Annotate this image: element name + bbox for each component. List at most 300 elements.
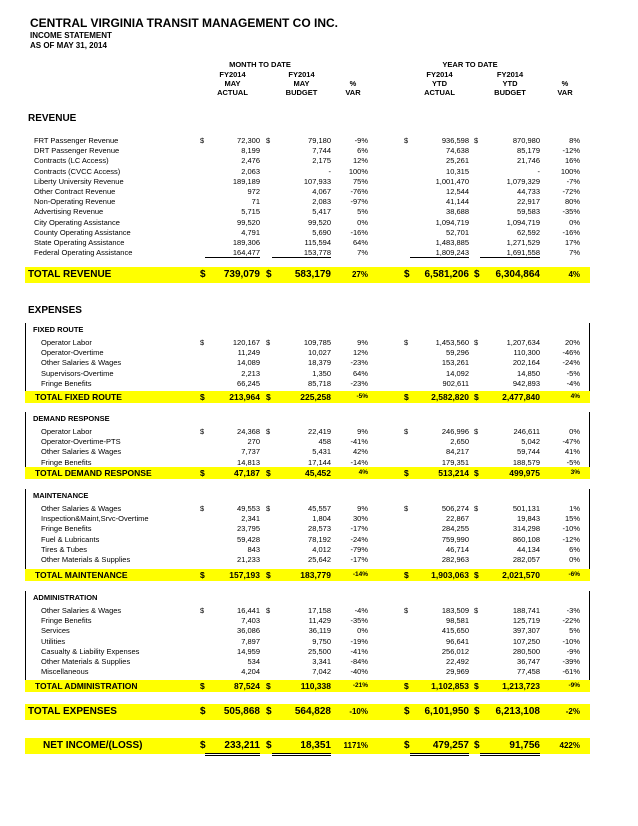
percent-cell: -3% [566,606,580,615]
value-cell: 46,714 [446,544,469,554]
value-cell: 4,067 [312,187,331,196]
value-cell: 2,650 [450,437,469,447]
table-row [0,447,638,457]
report-date: AS OF MAY 31, 2014 [30,41,107,50]
value-cell: 280,500 [512,646,540,656]
column-header-line: FY2014 [496,70,524,79]
table-row [0,379,638,389]
table-row [0,369,638,379]
row-label: Fringe Benefits [41,457,92,467]
table-row [0,238,638,248]
value-cell: 25,261 [446,156,469,166]
percent-cell: -41% [350,646,368,656]
percent-cell: -23% [350,378,368,388]
percent-cell: 12% [352,348,368,358]
value-cell: 99,520 [237,217,260,227]
column-header-line: YTD [502,79,518,88]
percent-cell: -35% [350,616,368,626]
value-cell: 6,581,206 [424,269,469,280]
value-cell: - [328,166,331,176]
percent-cell: -72% [562,187,580,196]
currency-symbol: $ [404,392,409,402]
row-label: Inspection&Maint,Srvc-Overtime [41,514,149,524]
value-cell: 36,119 [308,626,331,636]
value-cell: 41,144 [446,197,469,207]
percent-cell: 64% [352,368,368,378]
column-header-line: ACTUAL [217,88,248,97]
value-cell: 84,217 [446,447,469,457]
percent-cell: -10% [349,707,368,716]
column-header-line [338,70,368,79]
value-cell: 62,592 [517,227,540,237]
percent-cell: 41% [564,447,580,457]
value-cell: 17,144 [308,457,331,467]
row-label: Other Salaries & Wages [41,358,122,368]
value-cell: 870,980 [512,136,540,145]
table-row [0,667,638,677]
table-row [0,207,638,217]
column-header-line: FY2014 [288,70,315,79]
net-income-row [25,738,590,754]
row-label: Other Contract Revenue [34,187,116,196]
column-header-line [550,70,580,79]
value-cell: 17,158 [308,606,331,615]
section-total-row [25,391,590,403]
value-cell: 164,477 [232,248,260,258]
total-label: TOTAL MAINTENANCE [35,570,128,580]
table-row [0,177,638,187]
table-row [0,626,638,636]
table-row [0,197,638,207]
percent-cell: -16% [350,227,368,237]
value-cell: 397,307 [512,626,540,636]
percent-cell: -10% [562,636,580,646]
section-subtitle: DEMAND RESPONSE [33,414,110,423]
section-title-expenses: EXPENSES [28,305,82,316]
currency-symbol: $ [200,427,205,436]
table-row [0,535,638,545]
row-label: Fringe Benefits [41,378,92,388]
value-cell: 7,403 [241,616,260,626]
value-cell: 52,701 [446,227,469,237]
value-cell: 284,255 [441,524,469,534]
row-label: Operator Labor [41,427,92,436]
percent-cell: 16% [564,156,580,166]
value-cell: 564,828 [294,706,331,717]
column-header-line: VAR [557,88,573,97]
value-cell: 2,175 [312,156,331,166]
percent-cell: 5% [569,626,580,636]
table-row [0,218,638,228]
percent-cell: 42% [352,447,368,457]
percent-cell: 4% [358,469,368,476]
value-cell: 179,351 [441,457,469,467]
row-label: State Operating Assistance [34,238,125,247]
row-label: FRT Passenger Revenue [34,136,119,145]
total-label: TOTAL ADMINISTRATION [35,681,138,691]
row-label: Operator-Overtime [41,348,104,358]
value-cell: 1,809,243 [435,248,469,258]
value-cell: 6,101,950 [424,706,469,717]
value-cell: 96,641 [446,636,469,646]
currency-symbol: $ [474,392,479,402]
column-header-line: BUDGET [285,88,318,97]
value-cell: 85,718 [308,378,331,388]
currency-symbol: $ [474,740,480,751]
currency-symbol: $ [404,504,409,513]
value-cell: 246,611 [513,427,540,436]
value-cell: 225,258 [300,392,331,402]
percent-cell: 9% [357,427,368,436]
percent-cell: 0% [569,427,580,436]
value-cell: 22,419 [308,427,331,436]
value-cell: 1,483,885 [435,238,469,247]
row-label: Tires & Tubes [41,544,87,554]
value-cell: 183,509 [441,606,469,615]
value-cell: 107,933 [303,176,331,186]
percent-cell: -12% [562,146,580,156]
row-label: Contracts (CVCC Access) [34,166,121,176]
value-cell: 25,642 [308,555,331,564]
value-cell: 77,458 [517,667,540,677]
value-cell: 44,733 [517,187,540,196]
value-cell: 66,245 [237,378,260,388]
value-cell: 4,012 [312,544,331,554]
value-cell: 18,351 [300,740,331,751]
row-label: Non-Operating Revenue [34,197,116,207]
currency-symbol: $ [474,570,479,580]
percent-cell: -21% [352,682,368,689]
percent-cell: -2% [565,707,580,716]
column-header-line: BUDGET [494,88,526,97]
percent-cell: 3% [570,469,580,476]
currency-symbol: $ [404,740,410,751]
column-header-line: MAY [224,79,241,88]
table-row [0,514,638,524]
value-cell: 189,306 [232,238,260,247]
value-cell: 1,804 [312,514,331,524]
currency-symbol: $ [404,136,409,145]
currency-symbol: $ [474,269,480,280]
value-cell: 5,690 [312,227,331,237]
column-header [550,70,580,97]
value-cell: 14,092 [446,368,469,378]
underline-rule [480,753,540,754]
percent-cell: 0% [357,626,368,636]
row-label: Supervisors-Overtime [41,368,114,378]
value-cell: 28,573 [308,524,331,534]
currency-symbol: $ [474,706,480,717]
currency-symbol: $ [200,269,206,280]
value-cell: 71 [251,197,260,207]
currency-symbol: $ [266,681,271,691]
percent-cell: -6% [568,571,580,578]
underline-rule [410,753,469,754]
value-cell: 256,012 [441,646,469,656]
percent-cell: 7% [357,248,368,258]
underline-rule [272,755,331,756]
total-label: NET INCOME/(LOSS) [43,740,143,751]
percent-cell: -16% [562,227,580,237]
value-cell: - [537,166,540,176]
value-cell: 72,300 [237,136,260,145]
currency-symbol: $ [474,338,479,347]
value-cell: 183,779 [300,570,331,580]
percent-cell: -10% [562,524,580,534]
value-cell: 202,164 [512,358,540,368]
value-cell: 11,429 [308,616,331,626]
value-cell: 59,428 [237,534,260,544]
currency-symbol: $ [266,392,271,402]
value-cell: 153,778 [303,248,331,258]
company-title: CENTRAL VIRGINIA TRANSIT MANAGEMENT CO INC. [30,16,338,30]
value-cell: 1,207,634 [506,338,540,347]
percent-cell: 4% [568,270,580,279]
currency-symbol: $ [266,427,271,436]
total-label: TOTAL EXPENSES [28,706,117,717]
column-header-line: % [561,79,569,88]
value-cell: 22,492 [446,657,469,666]
value-cell: 120,167 [232,338,260,347]
percent-cell: -47% [562,437,580,447]
underline-rule [410,755,469,756]
value-cell: 85,179 [517,146,540,156]
column-header-line: VAR [345,88,361,97]
value-cell: 91,756 [509,740,540,751]
value-cell: 1,094,719 [506,217,540,227]
currency-symbol: $ [266,338,271,347]
percent-cell: 6% [357,146,368,156]
value-cell: 24,368 [237,427,260,436]
currency-symbol: $ [200,681,205,691]
percent-cell: -97% [350,197,368,207]
value-cell: 505,868 [223,706,260,717]
percent-cell: -9% [354,136,368,145]
value-cell: 972 [247,187,260,196]
percent-cell: 5% [357,207,368,217]
value-cell: 110,338 [300,681,331,691]
value-cell: 22,867 [446,514,469,524]
underline-rule [272,753,331,754]
value-cell: 23,795 [237,524,260,534]
value-cell: 29,969 [446,667,469,677]
percent-cell: -5% [356,393,368,400]
row-label: Contracts (LC Access) [34,156,109,166]
currency-symbol: $ [200,606,205,615]
percent-cell: -14% [352,571,368,578]
currency-symbol: $ [404,706,410,717]
percent-cell: -19% [350,636,368,646]
column-header [480,70,540,97]
total-label: TOTAL REVENUE [28,269,112,280]
value-cell: 10,027 [308,348,331,358]
underline-rule [480,257,540,258]
value-cell: 2,476 [241,156,260,166]
currency-symbol: $ [474,504,479,513]
table-row [0,427,638,437]
currency-symbol: $ [404,427,409,436]
value-cell: 4,204 [241,667,260,677]
value-cell: 45,452 [305,468,331,478]
value-cell: 1,001,470 [435,176,469,186]
column-header [338,70,368,97]
table-row [0,358,638,368]
section-subtitle: ADMINISTRATION [33,593,98,602]
value-cell: 74,638 [446,146,469,156]
value-cell: 246,996 [441,427,469,436]
value-cell: 415,650 [441,626,469,636]
currency-symbol: $ [200,392,205,402]
value-cell: 11,249 [237,348,260,358]
percent-cell: 20% [564,338,580,347]
value-cell: 1,094,719 [435,217,469,227]
column-header-line: YTD [432,79,447,88]
value-cell: 21,233 [237,555,260,564]
value-cell: 479,257 [432,740,469,751]
underline-rule [205,257,260,258]
group-header-mtd: MONTH TO DATE [229,60,291,69]
currency-symbol: $ [404,338,409,347]
value-cell: 188,579 [512,457,540,467]
row-label: Other Salaries & Wages [41,504,122,513]
currency-symbol: $ [266,136,271,145]
table-row [0,555,638,565]
percent-cell: -9% [568,682,580,689]
value-cell: 942,893 [512,378,540,388]
percent-cell: -40% [350,667,368,677]
percent-cell: -5% [566,457,580,467]
value-cell: 534 [247,657,260,666]
value-cell: 14,850 [517,368,540,378]
value-cell: 153,261 [441,358,469,368]
percent-cell: -46% [562,348,580,358]
value-cell: 44,134 [517,544,540,554]
percent-cell: 80% [564,197,580,207]
total-label: TOTAL DEMAND RESPONSE [35,468,152,478]
value-cell: 7,897 [241,636,260,646]
total-expenses-row [25,704,590,720]
value-cell: 10,315 [446,166,469,176]
currency-symbol: $ [474,136,479,145]
value-cell: 157,193 [229,570,260,580]
value-cell: 189,189 [232,176,260,186]
row-label: Federal Operating Assistance [34,248,133,258]
total-revenue-row [25,267,590,283]
currency-symbol: $ [474,681,479,691]
percent-cell: -61% [562,667,580,677]
total-label: TOTAL FIXED ROUTE [35,392,122,402]
value-cell: 115,594 [304,238,331,247]
value-cell: 59,583 [517,207,540,217]
value-cell: 902,611 [442,378,469,388]
column-header-line: ACTUAL [424,88,455,97]
value-cell: 1,213,723 [502,681,540,691]
value-cell: 2,083 [312,197,331,207]
percent-cell: 6% [569,544,580,554]
value-cell: 7,737 [241,447,260,457]
value-cell: 458 [318,437,331,447]
percent-cell: -9% [566,646,580,656]
value-cell: 125,719 [512,616,540,626]
value-cell: 2,063 [241,166,260,176]
value-cell: 739,079 [223,269,260,280]
value-cell: 98,581 [446,616,469,626]
table-row [0,647,638,657]
value-cell: 233,211 [224,740,260,751]
column-header [272,70,331,97]
percent-cell: -22% [562,616,580,626]
percent-cell: -23% [350,358,368,368]
section-total-row [25,569,590,581]
value-cell: 282,057 [512,555,540,564]
section-total-row [25,467,590,479]
group-header-ytd: YEAR TO DATE [442,60,498,69]
value-cell: 2,477,840 [502,392,540,402]
currency-symbol: $ [266,570,271,580]
currency-symbol: $ [266,468,271,478]
underline-rule [205,755,260,756]
table-row [0,616,638,626]
row-label: Advertising Revenue [34,207,104,217]
percent-cell: 75% [352,176,368,186]
row-label: Operator-Overtime-PTS [41,437,121,447]
table-row [0,437,638,447]
value-cell: 270 [247,437,260,447]
percent-cell: 27% [351,270,368,279]
value-cell: 583,179 [294,269,331,280]
value-cell: 109,785 [303,338,331,347]
value-cell: 8,199 [241,146,260,156]
percent-cell: 1171% [343,741,368,750]
currency-symbol: $ [266,606,271,615]
row-label: Casualty & Liability Expenses [41,646,140,656]
report-subtitle: INCOME STATEMENT [30,31,112,40]
currency-symbol: $ [200,136,205,145]
percent-cell: -17% [350,555,368,564]
value-cell: 6,213,108 [495,706,540,717]
table-row [0,504,638,514]
currency-symbol: $ [404,606,409,615]
currency-symbol: $ [404,570,409,580]
currency-symbol: $ [266,706,272,717]
value-cell: 2,582,820 [431,392,469,402]
percent-cell: -4% [354,606,368,615]
currency-symbol: $ [200,338,205,347]
percent-cell: -17% [350,524,368,534]
column-header-line: FY2014 [219,70,246,79]
value-cell: 506,274 [441,504,469,513]
value-cell: 14,959 [237,646,260,656]
percent-cell: -76% [350,187,368,196]
table-row [0,187,638,197]
percent-cell: -12% [562,534,580,544]
currency-symbol: $ [266,504,271,513]
value-cell: 5,417 [312,207,331,217]
row-label: Miscellaneous [41,667,89,677]
underline-rule [272,257,331,258]
row-label: Fringe Benefits [41,524,92,534]
percent-cell: -84% [350,657,368,666]
currency-symbol: $ [474,606,479,615]
value-cell: 45,557 [308,504,331,513]
value-cell: 38,688 [446,207,469,217]
percent-cell: 100% [560,166,580,176]
percent-cell: 8% [569,136,580,145]
column-header-line: MAY [293,79,310,88]
value-cell: 47,187 [234,468,260,478]
row-label: Fuel & Lubricants [41,534,100,544]
table-row [0,146,638,156]
